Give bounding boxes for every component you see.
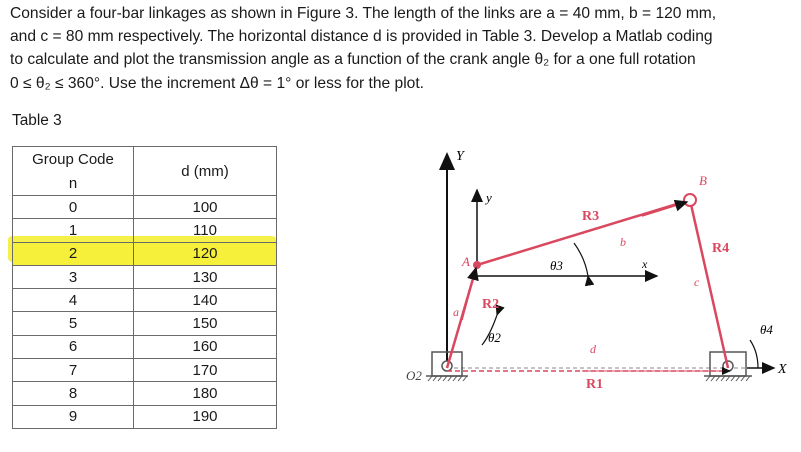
cell-group-code: 1: [13, 219, 134, 242]
label-Y: Y: [456, 149, 464, 164]
label-theta4: θ4: [760, 322, 773, 337]
table-row: [13, 359, 277, 382]
cell-d-value: 170: [134, 359, 277, 382]
cell-d-value: 160: [134, 335, 277, 358]
arrow-R2: [462, 268, 476, 320]
header-d: d (mm): [134, 147, 277, 196]
cell-group-code: 7: [13, 359, 134, 382]
cell-d-value: 190: [134, 405, 277, 428]
table-row: [13, 289, 277, 312]
problem-line-3: to calculate and plot the transmission angle as a function of the crank angle θ₂ for a one full rotation: [10, 51, 696, 69]
label-A: A: [462, 254, 470, 269]
table-row: [13, 265, 277, 288]
arrow-R3: [642, 202, 687, 216]
label-R4: R4: [712, 241, 730, 256]
label-theta3: θ3: [550, 258, 563, 273]
cell-d-value: 150: [134, 312, 277, 335]
table-row: [13, 335, 277, 358]
cell-group-code: 2: [13, 242, 134, 265]
label-y: y: [486, 190, 492, 205]
table-row: [13, 382, 277, 405]
cell-group-code: 5: [13, 312, 134, 335]
cell-d-value: 180: [134, 382, 277, 405]
group-code-table: [12, 146, 277, 429]
table-row: [13, 242, 277, 265]
label-x-local: x: [642, 257, 648, 271]
header-n: n: [13, 171, 134, 196]
cell-d-value: 100: [134, 196, 277, 219]
label-R1: R1: [586, 377, 604, 392]
label-c: c: [694, 275, 700, 289]
label-b: b: [620, 235, 626, 249]
label-O2: O2: [406, 368, 422, 383]
cell-group-code: 3: [13, 265, 134, 288]
pin-B: [684, 194, 696, 206]
label-a: a: [453, 305, 459, 319]
label-R2: R2: [482, 297, 500, 312]
table-row: [13, 312, 277, 335]
problem-line-4: 0 ≤ θ₂ ≤ 360°. Use the increment Δθ = 1° or less for the plot.: [10, 74, 425, 92]
cell-group-code: 0: [13, 196, 134, 219]
label-X: X: [778, 362, 787, 377]
table-row: [13, 405, 277, 428]
problem-line-1: Consider a four-bar linkages as shown in Figure 3. The length of the links are a = 40 mm, b = 120 mm,: [10, 5, 717, 22]
arc-theta3: [574, 243, 588, 276]
cell-d-value: 110: [134, 219, 277, 242]
cell-group-code: 8: [13, 382, 134, 405]
label-theta2: θ2: [488, 330, 501, 345]
cell-group-code: 6: [13, 335, 134, 358]
label-B: B: [699, 173, 707, 188]
pin-A: [473, 261, 481, 269]
table-caption: Table 3: [12, 112, 62, 129]
cell-group-code: 9: [13, 405, 134, 428]
cell-d-value: 140: [134, 289, 277, 312]
cell-d-value: 120: [134, 242, 277, 265]
problem-line-2: and c = 80 mm respectively. The horizontal distance d is provided in Table 3. Develop a Matlab coding: [10, 28, 713, 46]
arc-theta4: [750, 340, 758, 368]
problem-statement: [10, 2, 795, 95]
label-d: d: [590, 342, 596, 356]
header-group-code: Group Code: [13, 147, 134, 172]
four-bar-linkage-figure: [402, 140, 797, 445]
table-row: [13, 219, 277, 242]
table-row: [13, 196, 277, 219]
cell-group-code: 4: [13, 289, 134, 312]
cell-d-value: 130: [134, 265, 277, 288]
table-header-row: [13, 147, 277, 172]
label-R3: R3: [582, 209, 600, 224]
